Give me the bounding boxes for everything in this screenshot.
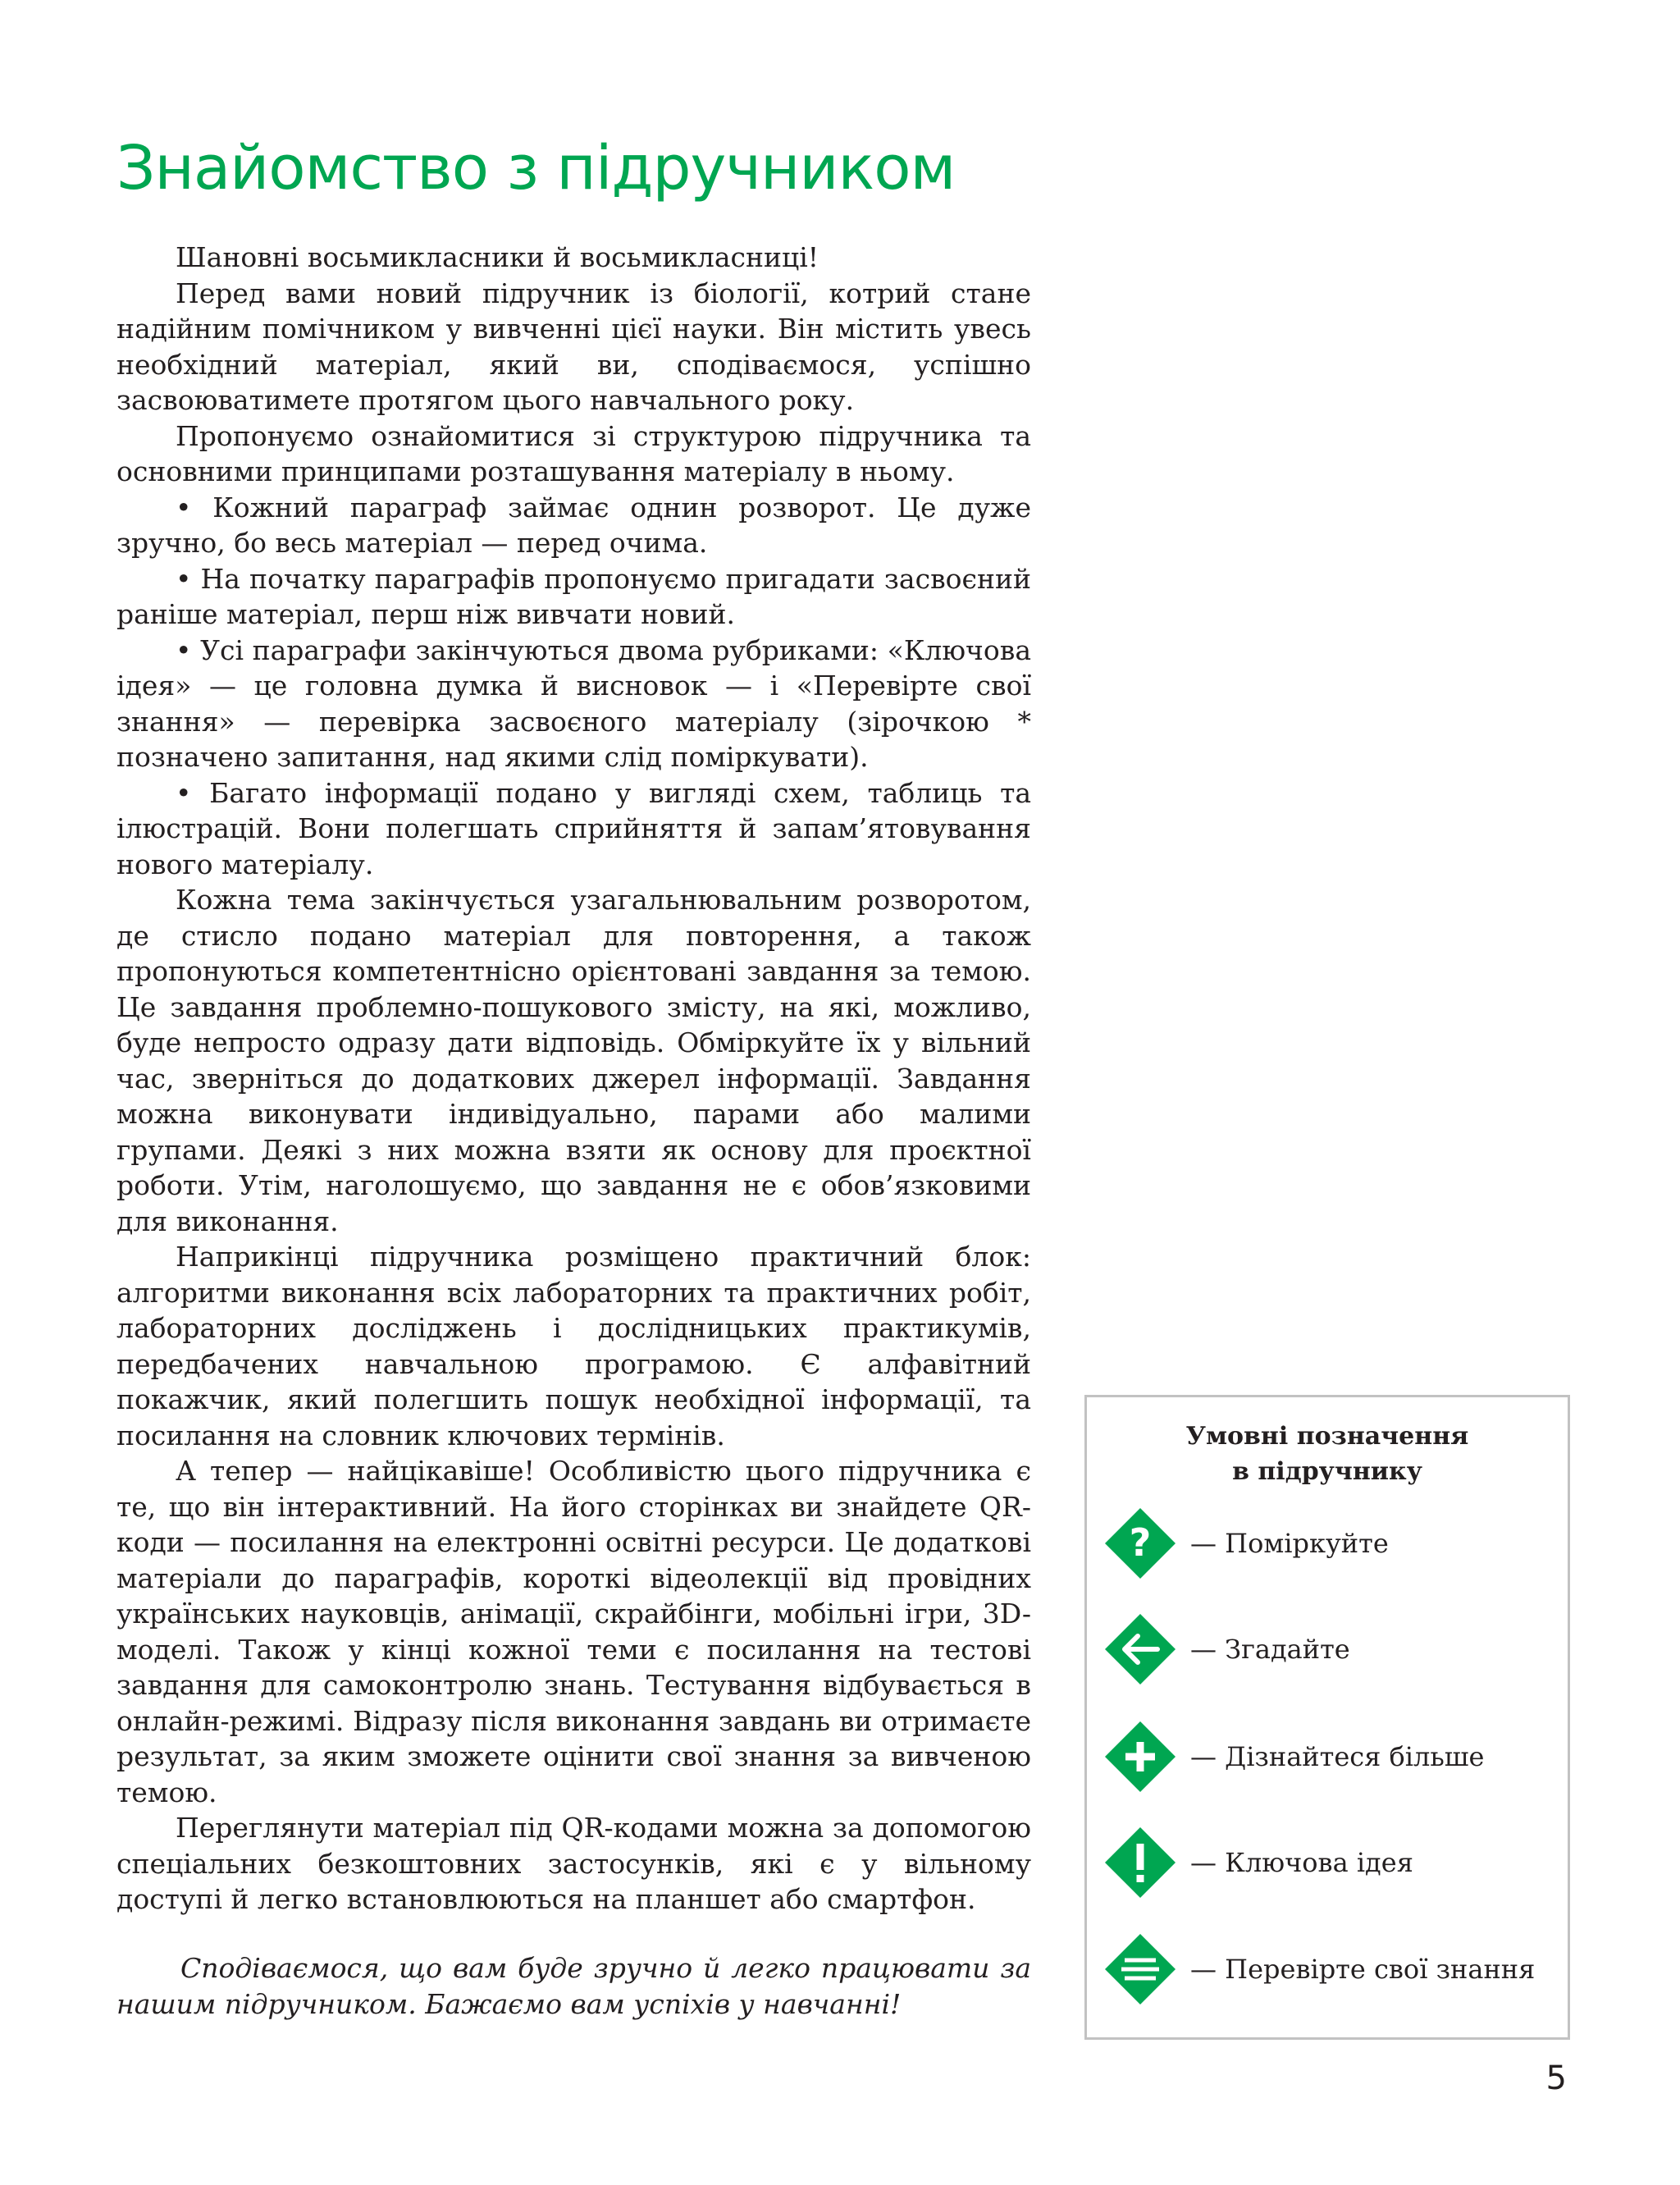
- legend-label: — Згадайте: [1190, 1634, 1350, 1665]
- legend-label: — Перевірте свої знання: [1190, 1954, 1536, 1985]
- legend-title: [1087, 1419, 1568, 1489]
- closing-wishes: Сподіваємося, що вам буде зручно й легко працювати за нашим підручником. Бажаємо вам успіхів у навчанні!: [116, 1952, 1031, 2020]
- topic-summary-paragraph: Кожна тема закінчується узагальнювальним розворотом, де стисло подано матеріал для повторення, а також пропонуються компетентнісно орієнтовані завдання за темою. Це завдання проблемно-пошукового змісту, на які, можливо, буде непросто одразу дати відповідь. Обміркуйте їх у вільний час, зверніться до додаткових джерел інформації. Завдання можна виконувати індивідуально, парами або малими групами. Деякі з них можна взяти як основу для проєктної роботи. Утім, наголошуємо, що завдання не є обов’язковими для виконання.: [116, 884, 1031, 1237]
- qr-apps-paragraph: Переглянути матеріал під QR-кодами можна за допомогою спеціальних безкоштовних застосунків, які є у вільному доступі й легко встановлюються на планшет або смартфон.: [116, 1812, 1031, 1915]
- practical-block-paragraph: Наприкінці підручника розміщено практичний блок: алгоритми виконання всіх лабораторних та практичних робіт, лабораторних досліджень і дослідницьких практикумів, передбачених навчальною програмою. Є алфавітний покажчик, який полегшить пошук необхідної інформації, та посилання на словник ключових термінів.: [116, 1241, 1031, 1451]
- svg-text:?: ?: [1129, 1520, 1152, 1565]
- legend-item: [1103, 1720, 1484, 1794]
- page-number: 5: [1545, 2059, 1567, 2097]
- exclamation-icon: [1103, 1826, 1177, 1899]
- legend-item: [1103, 1932, 1535, 2006]
- structure-paragraph: Пропонуємо ознайомитися зі структурою підручника та основними принципами розташування матеріалу в ньому.: [116, 419, 1031, 487]
- legend-item: [1103, 1506, 1389, 1580]
- legend-label: — Поміркуйте: [1190, 1528, 1389, 1559]
- bullet-paragraph: • Багато інформації подано у вигляді схем, таблиць та ілюстрацій. Вони полегшать сприйняття й запам’ятовування нового матеріалу.: [116, 776, 1031, 880]
- greeting-paragraph: Шановні восьмикласники й восьмикласниці!: [176, 241, 819, 273]
- legend-title-line: Умовні позначення: [1185, 1422, 1469, 1451]
- legend-item: [1103, 1826, 1413, 1899]
- bullet-paragraph: • На початку параграфів пропонуємо пригадати засвоєний раніше матеріал, перш ніж вивчати новий.: [116, 562, 1031, 630]
- bullet-paragraph: • Кожний параграф займає однин розворот. Це дуже зручно, бо весь матеріал — перед очима.: [116, 491, 1031, 559]
- legend-label: — Дізнайтеся більше: [1190, 1741, 1485, 1772]
- question-icon: [1103, 1506, 1177, 1580]
- legend-box: [1084, 1395, 1570, 2040]
- plus-icon: [1103, 1720, 1177, 1794]
- legend-title-line: в підручнику: [1232, 1457, 1422, 1486]
- body-text: [116, 240, 1031, 1918]
- lines-icon: [1103, 1932, 1177, 2006]
- legend-item: [1103, 1612, 1350, 1686]
- interactive-paragraph: А тепер — найцікавіше! Особливістю цього підручника є те, що він інтерактивний. На його сторінках ви знайдете QR-коди — посилання на електронні освітні ресурси. Це додаткові матеріали до параграфів, короткі відеолекції від провідних українських науковців, анімації, скрайбінги, мобільні ігри, 3D-моделі. Також у кінці кожної теми є посилання на тестові завдання для самоконтролю знань. Тестування відбувається в онлайн-режимі. Відразу після виконання завдань ви отримаєте результат, за яким зможете оцінити свої знання за вивченою темою.: [116, 1455, 1031, 1808]
- arrow-left-icon: [1103, 1612, 1177, 1686]
- bullet-paragraph: • Усі параграфи закінчуються двома рубриками: «Ключова ідея» — це головна думка й висновок — і «Перевірте свої знання» — перевірка засвоєного матеріалу (зірочкою * позначено запитання, над якими слід поміркувати).: [116, 633, 1031, 773]
- intro-paragraph: Перед вами новий підручник із біології, котрий стане надійним помічником у вивченні цієї науки. Він містить увесь необхідний матеріал, який ви, сподіваємося, успішно засвоюватимете протягом цього навчального року.: [116, 277, 1031, 416]
- page-title: Знайомство з підручником: [116, 133, 956, 203]
- legend-label: — Ключова ідея: [1190, 1847, 1413, 1878]
